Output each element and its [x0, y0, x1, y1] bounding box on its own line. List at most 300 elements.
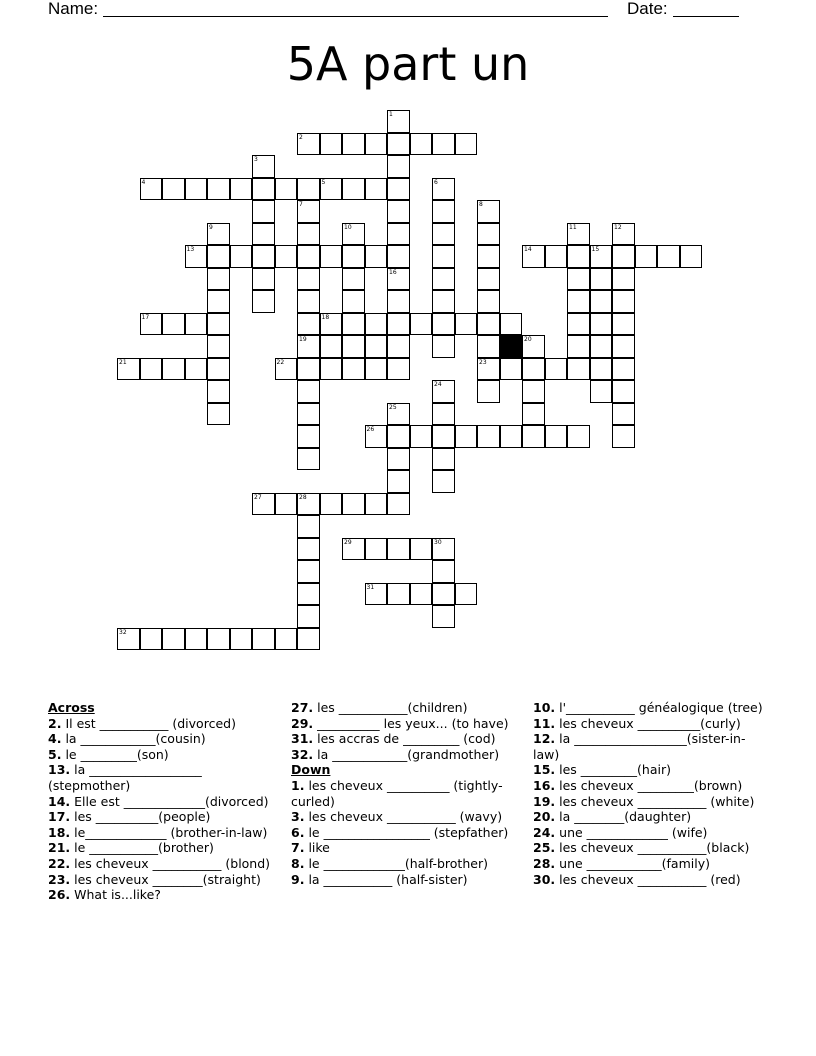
grid-cell[interactable] — [342, 133, 365, 156]
grid-cell[interactable] — [162, 628, 185, 651]
grid-cell[interactable] — [320, 133, 343, 156]
grid-cell[interactable] — [365, 335, 388, 358]
clue-item — [291, 825, 521, 841]
grid-cell[interactable] — [387, 583, 410, 606]
grid-cell[interactable] — [140, 358, 163, 381]
grid-cell[interactable] — [297, 133, 320, 156]
grid-cell[interactable] — [612, 268, 635, 291]
grid-cell[interactable] — [185, 628, 208, 651]
grid-cell[interactable] — [252, 155, 275, 178]
clue-item-text: like — [308, 840, 330, 856]
grid-cell[interactable] — [252, 245, 275, 268]
clue-item-number: 29. — [291, 715, 314, 731]
clue-item-number: 3. — [291, 809, 305, 825]
grid-cell[interactable] — [590, 290, 613, 313]
grid-cell[interactable] — [297, 583, 320, 606]
grid-cell[interactable] — [612, 425, 635, 448]
clue-number: 24 — [434, 381, 442, 388]
grid-cell[interactable] — [410, 425, 433, 448]
grid-cell[interactable] — [297, 268, 320, 291]
clue-item — [533, 794, 763, 810]
grid-cell[interactable] — [432, 448, 455, 471]
grid-cell[interactable] — [612, 403, 635, 426]
grid-cell[interactable] — [365, 358, 388, 381]
grid-cell[interactable] — [612, 358, 635, 381]
clue-item-number: 12. — [533, 731, 556, 747]
clue-item-text: Elle est _____________(divorced) — [74, 793, 269, 809]
grid-cell[interactable] — [207, 313, 230, 336]
clue-item — [291, 747, 521, 763]
clue-number: 31 — [366, 583, 375, 591]
grid-cell[interactable] — [410, 583, 433, 606]
grid-cell[interactable] — [207, 628, 230, 651]
grid-cell[interactable] — [432, 223, 455, 246]
grid-cell[interactable] — [432, 245, 455, 268]
clue-item-number: 1. — [291, 777, 305, 793]
grid-cell[interactable] — [342, 493, 365, 516]
grid-cell[interactable] — [365, 425, 388, 448]
grid-cell[interactable] — [297, 290, 320, 313]
clue-number: 1 — [389, 111, 393, 118]
grid-cell[interactable] — [297, 245, 320, 268]
grid-cell[interactable] — [297, 380, 320, 403]
clue-item-number: 9. — [291, 871, 305, 887]
clue-item — [48, 731, 283, 747]
grid-cell[interactable] — [410, 313, 433, 336]
grid-cell[interactable] — [545, 358, 568, 381]
clue-item-text: What is...like? — [74, 887, 161, 903]
clue-number: 11 — [569, 223, 577, 231]
grid-cell[interactable] — [252, 628, 275, 651]
grid-cell[interactable] — [432, 335, 455, 358]
grid-cell[interactable] — [297, 425, 320, 448]
clue-item-number: 14. — [48, 793, 71, 809]
grid-cell[interactable] — [162, 358, 185, 381]
grid-cell[interactable] — [545, 245, 568, 268]
grid-cell[interactable] — [477, 425, 500, 448]
clue-item-text: la ____________(grandmother) — [317, 746, 500, 762]
clue-item-text: les cheveux ___________ (blond) — [74, 855, 271, 871]
clue-number: 30 — [434, 538, 442, 546]
grid-cell[interactable] — [275, 493, 298, 516]
grid-cell[interactable] — [387, 223, 410, 246]
grid-cell[interactable] — [185, 358, 208, 381]
down-clue-list-continued — [533, 700, 763, 887]
clue-item-text: les cheveux __________ (tightly-curled) — [291, 777, 503, 809]
clue-item — [533, 872, 763, 888]
clue-item-text: le _________(son) — [65, 746, 169, 762]
grid-cell[interactable] — [432, 425, 455, 448]
clue-item-text: l'___________ généalogique (tree) — [559, 700, 763, 715]
grid-cell[interactable] — [207, 335, 230, 358]
grid-cell[interactable] — [567, 223, 590, 246]
grid-cell[interactable] — [432, 470, 455, 493]
grid-cell[interactable] — [297, 448, 320, 471]
grid-cell[interactable] — [320, 493, 343, 516]
grid-cell[interactable] — [342, 538, 365, 561]
grid-cell[interactable] — [567, 290, 590, 313]
clue-item-text: le_____________ (brother-in-law) — [74, 824, 268, 840]
grid-cell[interactable] — [207, 178, 230, 201]
clue-item — [533, 825, 763, 841]
grid-cell[interactable] — [432, 380, 455, 403]
grid-cell[interactable] — [567, 245, 590, 268]
grid-cell[interactable] — [410, 538, 433, 561]
across-clue-list — [48, 716, 283, 903]
grid-cell[interactable] — [275, 178, 298, 201]
grid-cell[interactable] — [387, 133, 410, 156]
clue-item — [48, 840, 283, 856]
grid-cell[interactable] — [297, 178, 320, 201]
clue-item-number: 8. — [291, 855, 305, 871]
grid-cell[interactable] — [230, 245, 253, 268]
clue-item — [533, 840, 763, 856]
clue-item-text: le _____________(half-brother) — [308, 855, 488, 871]
clue-item-text: les cheveux ___________ (white) — [559, 793, 755, 809]
clue-item-text: les _________(hair) — [559, 762, 671, 778]
clue-item-number: 30. — [533, 871, 556, 887]
grid-cell[interactable] — [387, 290, 410, 313]
grid-cell[interactable] — [477, 223, 500, 246]
grid-cell[interactable] — [477, 268, 500, 291]
grid-cell[interactable] — [387, 313, 410, 336]
grid-cell[interactable] — [387, 425, 410, 448]
clues-column-1 — [48, 700, 283, 903]
grid-cell[interactable] — [680, 245, 703, 268]
grid-cell[interactable] — [432, 178, 455, 201]
clue-item-number: 21. — [48, 840, 71, 856]
grid-cell[interactable] — [500, 313, 523, 336]
grid-cell[interactable] — [477, 358, 500, 381]
grid-cell[interactable] — [162, 178, 185, 201]
grid-cell[interactable] — [477, 200, 500, 223]
clue-item-number: 26. — [48, 887, 71, 903]
grid-cell[interactable] — [297, 335, 320, 358]
clue-item-number: 20. — [533, 809, 556, 825]
clue-number: 20 — [524, 336, 532, 343]
clue-item — [533, 731, 763, 762]
grid-cell[interactable] — [500, 358, 523, 381]
grid-cell[interactable] — [590, 380, 613, 403]
grid-cell[interactable] — [387, 493, 410, 516]
clue-item — [48, 856, 283, 872]
grid-cell[interactable] — [252, 200, 275, 223]
grid-cell[interactable] — [207, 403, 230, 426]
grid-cell[interactable] — [612, 313, 635, 336]
grid-cell[interactable] — [252, 268, 275, 291]
grid-cell[interactable] — [612, 245, 635, 268]
clue-item-number: 10. — [533, 700, 556, 715]
grid-cell[interactable] — [320, 313, 343, 336]
clue-item — [533, 716, 763, 732]
grid-cell[interactable] — [275, 628, 298, 651]
clue-number: 27 — [254, 493, 262, 501]
clue-item — [291, 872, 521, 888]
grid-cell[interactable] — [522, 403, 545, 426]
grid-cell[interactable] — [432, 583, 455, 606]
grid-cell[interactable] — [117, 358, 140, 381]
grid-cell[interactable] — [567, 358, 590, 381]
clue-item — [48, 716, 283, 732]
grid-cell[interactable] — [320, 358, 343, 381]
grid-cell[interactable] — [387, 538, 410, 561]
grid-cell[interactable] — [185, 178, 208, 201]
clue-item-number: 4. — [48, 731, 62, 747]
grid-cell[interactable] — [477, 380, 500, 403]
clue-item-number: 6. — [291, 824, 305, 840]
grid-cell[interactable] — [297, 493, 320, 516]
grid-cell[interactable] — [342, 290, 365, 313]
grid-cell[interactable] — [365, 133, 388, 156]
grid-cell[interactable] — [185, 313, 208, 336]
grid-cell[interactable] — [252, 290, 275, 313]
clue-item — [291, 731, 521, 747]
clue-item-text: une _____________ (wife) — [559, 824, 708, 840]
clue-number: 6 — [434, 178, 438, 186]
grid-cell[interactable] — [342, 335, 365, 358]
grid-cell[interactable] — [455, 425, 478, 448]
clue-number: 26 — [366, 426, 375, 433]
grid-cell[interactable] — [432, 403, 455, 426]
grid-cell[interactable] — [657, 245, 680, 268]
grid-cell[interactable] — [432, 538, 455, 561]
grid-cell[interactable] — [612, 290, 635, 313]
clue-number: 9 — [209, 223, 213, 231]
clue-number: 17 — [141, 313, 150, 321]
clue-item — [533, 809, 763, 825]
clue-item — [291, 856, 521, 872]
grid-cell[interactable] — [297, 403, 320, 426]
clue-number: 32 — [119, 628, 127, 636]
grid-cell[interactable] — [387, 110, 410, 133]
clue-number: 19 — [299, 336, 307, 343]
grid-cell[interactable] — [365, 178, 388, 201]
grid-cell[interactable] — [522, 245, 545, 268]
grid-cell[interactable] — [207, 358, 230, 381]
clue-number: 18 — [321, 313, 330, 321]
grid-cell[interactable] — [522, 425, 545, 448]
grid-cell[interactable] — [387, 335, 410, 358]
grid-cell[interactable] — [432, 268, 455, 291]
clue-item — [291, 840, 521, 856]
clue-number: 13 — [186, 246, 195, 253]
grid-cell[interactable] — [207, 290, 230, 313]
grid-cell[interactable] — [365, 583, 388, 606]
grid-cell[interactable] — [342, 358, 365, 381]
clue-item-text: __________ les yeux... (to have) — [317, 715, 509, 731]
grid-cell[interactable] — [342, 223, 365, 246]
grid-cell[interactable] — [297, 628, 320, 651]
grid-cell[interactable] — [297, 560, 320, 583]
grid-cell[interactable] — [590, 245, 613, 268]
grid-cell[interactable] — [455, 583, 478, 606]
clue-item — [291, 716, 521, 732]
clue-item-number: 24. — [533, 824, 556, 840]
clue-item-text: la __________________(sister-in-law) — [533, 731, 746, 762]
grid-cell[interactable] — [275, 245, 298, 268]
grid-cell[interactable] — [207, 223, 230, 246]
grid-cell[interactable] — [477, 290, 500, 313]
clue-item — [48, 747, 283, 763]
grid-cell[interactable] — [252, 178, 275, 201]
grid-cell[interactable] — [455, 313, 478, 336]
clue-number: 23 — [479, 358, 487, 366]
grid-cell[interactable] — [567, 268, 590, 291]
clue-item — [291, 778, 521, 809]
grid-cell[interactable] — [432, 200, 455, 223]
grid-cell[interactable] — [387, 155, 410, 178]
clue-item-text: la ____________(cousin) — [65, 731, 206, 747]
clue-item-number: 15. — [533, 762, 556, 778]
grid-cell[interactable] — [522, 358, 545, 381]
clue-item-number: 23. — [48, 871, 71, 887]
grid-cell[interactable] — [140, 628, 163, 651]
grid-cell[interactable] — [455, 133, 478, 156]
grid-cell[interactable] — [342, 313, 365, 336]
grid-cell[interactable] — [342, 268, 365, 291]
grid-cell[interactable] — [365, 493, 388, 516]
across-heading: Across — [48, 700, 95, 715]
grid-cell[interactable] — [500, 425, 523, 448]
grid-cell[interactable] — [320, 335, 343, 358]
grid-cell[interactable] — [207, 268, 230, 291]
clue-item-number: 31. — [291, 731, 314, 747]
grid-cell[interactable] — [477, 335, 500, 358]
grid-cell[interactable] — [297, 538, 320, 561]
grid-cell[interactable] — [432, 605, 455, 628]
grid-cell[interactable] — [252, 493, 275, 516]
grid-cell[interactable] — [252, 223, 275, 246]
clue-number: 10 — [344, 223, 352, 231]
grid-cell[interactable] — [387, 245, 410, 268]
clue-item — [533, 762, 763, 778]
grid-cell[interactable] — [432, 313, 455, 336]
clue-item-text: les cheveux ___________ (wavy) — [308, 809, 503, 825]
grid-cell[interactable] — [230, 178, 253, 201]
clue-item — [291, 700, 521, 716]
grid-cell[interactable] — [207, 245, 230, 268]
grid-cell[interactable] — [590, 313, 613, 336]
clue-item-text: la __________________ (stepmother) — [48, 762, 202, 793]
blocked-cell — [500, 335, 523, 358]
clue-number: 25 — [389, 403, 397, 411]
clue-item-number: 18. — [48, 824, 71, 840]
grid-cell[interactable] — [387, 470, 410, 493]
grid-cell[interactable] — [342, 178, 365, 201]
grid-cell[interactable] — [275, 358, 298, 381]
grid-cell[interactable] — [590, 268, 613, 291]
grid-cell[interactable] — [297, 200, 320, 223]
clue-item-text: le _________________ (stepfather) — [308, 824, 509, 840]
grid-cell[interactable] — [432, 290, 455, 313]
clue-item-text: les cheveux ___________ (red) — [559, 871, 741, 887]
grid-cell[interactable] — [612, 380, 635, 403]
clue-item-number: 16. — [533, 777, 556, 793]
grid-cell[interactable] — [410, 133, 433, 156]
grid-cell[interactable] — [387, 358, 410, 381]
grid-cell[interactable] — [297, 515, 320, 538]
page-title: 5A part un — [286, 37, 530, 91]
grid-cell[interactable] — [320, 178, 343, 201]
clue-item-text: les cheveux ________(straight) — [74, 871, 261, 887]
grid-cell[interactable] — [477, 313, 500, 336]
grid-cell[interactable] — [387, 448, 410, 471]
grid-cell[interactable] — [297, 223, 320, 246]
clue-item — [533, 778, 763, 794]
grid-cell[interactable] — [365, 538, 388, 561]
clues-column-3 — [533, 700, 763, 887]
name-label: Name: — [48, 0, 99, 18]
grid-cell[interactable] — [387, 178, 410, 201]
clue-item-number: 11. — [533, 715, 556, 731]
clue-item — [533, 700, 763, 716]
clue-number: 12 — [614, 223, 622, 231]
grid-cell[interactable] — [522, 335, 545, 358]
grid-cell[interactable] — [612, 335, 635, 358]
clue-item — [48, 762, 283, 793]
grid-cell[interactable] — [612, 223, 635, 246]
clues-column-2 — [291, 700, 521, 887]
grid-cell[interactable] — [477, 245, 500, 268]
clue-item-number: 27. — [291, 700, 314, 715]
clue-item-text: les cheveux _________(brown) — [559, 777, 743, 793]
clue-item-number: 5. — [48, 746, 62, 762]
grid-cell[interactable] — [297, 313, 320, 336]
clue-item — [48, 809, 283, 825]
grid-cell[interactable] — [432, 560, 455, 583]
clue-item — [48, 794, 283, 810]
clue-item-number: 2. — [48, 715, 62, 731]
grid-cell[interactable] — [365, 245, 388, 268]
grid-cell[interactable] — [567, 313, 590, 336]
grid-cell[interactable] — [297, 358, 320, 381]
grid-cell[interactable] — [590, 358, 613, 381]
clue-item-number: 32. — [291, 746, 314, 762]
clue-item-text: les ___________(children) — [317, 700, 468, 715]
grid-cell[interactable] — [590, 335, 613, 358]
grid-cell[interactable] — [140, 313, 163, 336]
grid-cell[interactable] — [185, 245, 208, 268]
grid-cell[interactable] — [117, 628, 140, 651]
grid-cell[interactable] — [365, 313, 388, 336]
grid-cell[interactable] — [387, 200, 410, 223]
clue-item — [291, 809, 521, 825]
clue-item — [48, 887, 283, 903]
grid-cell[interactable] — [567, 335, 590, 358]
grid-cell[interactable] — [140, 178, 163, 201]
grid-cell[interactable] — [320, 245, 343, 268]
clue-number: 15 — [591, 246, 600, 253]
clue-item-text: la ________(daughter) — [559, 809, 692, 825]
grid-cell[interactable] — [342, 245, 365, 268]
clue-item-text: les accras de _________ (cod) — [317, 731, 496, 747]
clue-number: 16 — [389, 268, 397, 276]
clue-item-number: 19. — [533, 793, 556, 809]
clue-item-text: le ___________(brother) — [74, 840, 214, 856]
clue-number: 4 — [141, 178, 146, 186]
grid-cell[interactable] — [432, 133, 455, 156]
grid-cell[interactable] — [387, 403, 410, 426]
grid-cell[interactable] — [635, 245, 658, 268]
grid-cell[interactable] — [162, 313, 185, 336]
grid-cell[interactable] — [522, 380, 545, 403]
grid-cell[interactable] — [387, 268, 410, 291]
grid-cell[interactable] — [207, 380, 230, 403]
grid-cell[interactable] — [567, 425, 590, 448]
grid-cell[interactable] — [297, 605, 320, 628]
grid-cell[interactable] — [545, 425, 568, 448]
grid-cell[interactable] — [230, 628, 253, 651]
